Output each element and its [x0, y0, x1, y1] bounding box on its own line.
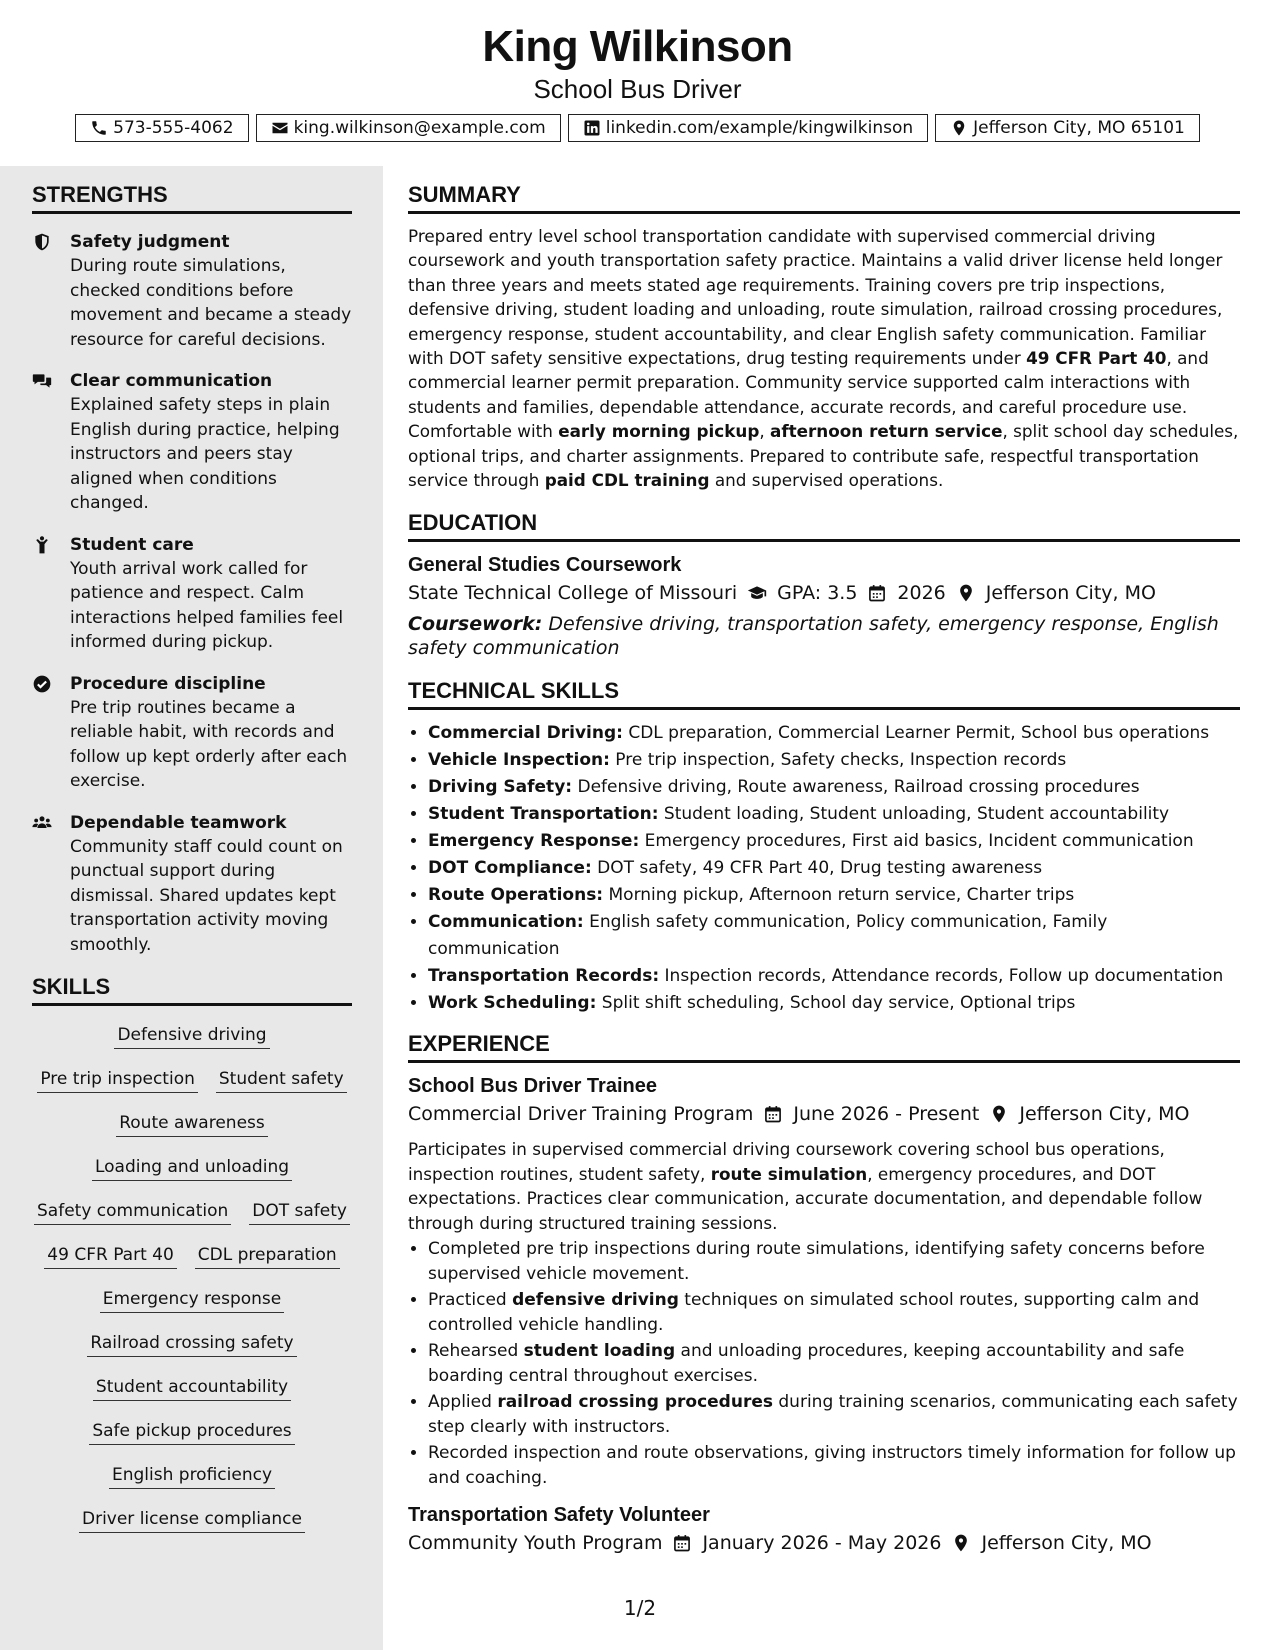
calendar-icon	[867, 583, 887, 603]
shield-icon	[32, 232, 52, 252]
strength-title: Safety judgment	[70, 232, 230, 252]
job-dates: June 2026 - Present	[793, 1103, 980, 1126]
strength-item	[32, 811, 352, 958]
coursework: Coursework: Defensive driving, transportation safety, emergency response, English safety communication	[408, 613, 1219, 660]
strength-title: Student care	[70, 534, 194, 555]
technical-skills-heading: TECHNICAL SKILLS	[408, 678, 1240, 710]
list-item: • Completed pre trip inspections during route simulations, identifying safety concerns before supervised vehicle movement.	[428, 1237, 1240, 1286]
list-item: • Applied railroad crossing procedures during training scenarios, communicating each safety step clearly with instructors.	[428, 1390, 1240, 1439]
graduation-cap-icon	[747, 583, 767, 603]
linkedin-icon	[583, 119, 601, 137]
child-icon	[32, 535, 52, 555]
location-icon	[956, 583, 976, 603]
job-meta	[408, 1528, 1240, 1558]
skills-list	[32, 1022, 352, 1533]
job-title: School Bus Driver Trainee	[408, 1075, 657, 1098]
page-number: 1/2	[623, 1596, 657, 1620]
skill-chip: Student safety	[216, 1066, 347, 1093]
skill-chip: Safe pickup procedures	[89, 1418, 294, 1445]
list-item: • Commercial Driving: CDL preparation, Commercial Learner Permit, School bus operations	[428, 720, 1240, 747]
list-item: • Student Transportation: Student loading, Student unloading, Student accountability	[428, 801, 1240, 828]
strength-title: Clear communication	[70, 371, 273, 391]
strength-title: Dependable teamwork	[70, 812, 287, 833]
contact-email-text: king.wilkinson@example.com	[293, 118, 546, 138]
skill-chip: CDL preparation	[195, 1242, 340, 1269]
skills-heading: SKILLS	[32, 974, 352, 1006]
strength-desc: Youth arrival work called for patience and respect. Calm interactions helped families feel informed during pickup.	[70, 558, 344, 652]
phone-icon	[90, 119, 108, 137]
strength-item	[32, 230, 352, 352]
strength-item	[32, 672, 352, 794]
list-item: • Transportation Records: Inspection records, Attendance records, Follow up documentation	[428, 963, 1240, 990]
skill-chip: Railroad crossing safety	[87, 1330, 296, 1357]
list-item: • Recorded inspection and route observations, giving instructors timely information for follow up and coaching.	[428, 1441, 1240, 1490]
job-dates: January 2026 - May 2026	[702, 1532, 942, 1555]
list-item: • DOT Compliance: DOT safety, 49 CFR Part 40, Drug testing awareness	[428, 855, 1240, 882]
strength-item	[32, 369, 352, 516]
job-bullets	[408, 1237, 1240, 1490]
skill-chip: Pre trip inspection	[37, 1066, 198, 1093]
location-icon	[950, 119, 968, 137]
gpa-text: GPA: 3.5	[777, 582, 858, 605]
skill-chip: Defensive driving	[114, 1022, 269, 1049]
strength-title: Procedure discipline	[70, 673, 266, 694]
summary-heading: SUMMARY	[408, 182, 1240, 214]
contact-phone[interactable]	[75, 114, 248, 142]
strength-desc: Community staff could count on punctual support during dismissal. Shared updates kept transportation activity moving smoothly.	[70, 836, 343, 955]
skill-chip: Emergency response	[100, 1286, 285, 1313]
list-item: • Work Scheduling: Split shift scheduling, School day service, Optional trips	[428, 990, 1240, 1017]
candidate-name: King Wilkinson	[482, 22, 793, 71]
technical-skills-list	[408, 720, 1240, 1017]
education-heading: EDUCATION	[408, 510, 1240, 542]
skill-chip: Driver license compliance	[79, 1506, 305, 1533]
location-icon	[951, 1533, 971, 1553]
list-item: • Communication: English safety communication, Policy communication, Family communication	[428, 909, 1240, 963]
contact-phone-text: 573-555-4062	[113, 118, 234, 138]
list-item: • Rehearsed student loading and unloading procedures, keeping accountability and safe boarding central throughout exercises.	[428, 1339, 1240, 1388]
job-description: Participates in supervised commercial driving coursework covering school bus operations, inspection routines, student safety, route simulation, emergency procedures, and DOT expectations. Practices clear communication, accurate documentation, and dependable follow through during structured training sessions.	[408, 1139, 1203, 1233]
candidate-role: School Bus Driver	[533, 74, 742, 104]
check-circle-icon	[32, 674, 52, 694]
location-icon	[989, 1104, 1009, 1124]
job-title: Transportation Safety Volunteer	[408, 1504, 710, 1527]
skill-chip: Safety communication	[34, 1198, 231, 1225]
list-item: • Vehicle Inspection: Pre trip inspection, Safety checks, Inspection records	[428, 747, 1240, 774]
education-location: Jefferson City, MO	[985, 582, 1156, 605]
contact-location	[935, 114, 1200, 142]
skill-chip: Loading and unloading	[92, 1154, 292, 1181]
contact-location-text: Jefferson City, MO 65101	[973, 118, 1185, 138]
strength-item	[32, 533, 352, 655]
team-icon	[32, 813, 52, 833]
skill-chip: Route awareness	[116, 1110, 268, 1137]
calendar-icon	[763, 1104, 783, 1124]
contact-linkedin-text: linkedin.com/example/kingwilkinson	[605, 118, 914, 138]
chat-bubbles-icon	[32, 371, 52, 391]
calendar-icon	[672, 1533, 692, 1553]
list-item: • Emergency Response: Emergency procedures, First aid basics, Incident communication	[428, 828, 1240, 855]
strength-desc: Explained safety steps in plain English during practice, helping instructors and peers stay aligned when conditions changed.	[70, 395, 340, 513]
education-year: 2026	[897, 582, 946, 605]
job-location: Jefferson City, MO	[1019, 1103, 1190, 1126]
list-item: • Driving Safety: Defensive driving, Route awareness, Railroad crossing procedures	[428, 774, 1240, 801]
email-icon	[271, 119, 289, 137]
skill-chip: English proficiency	[109, 1462, 275, 1489]
job-org: Community Youth Program	[408, 1532, 663, 1555]
summary-text: Prepared entry level school transportation candidate with supervised commercial driving coursework and youth transportation safety practice. Maintains a valid driver license held longer than three years and meets stated age requirements. Training covers pre trip inspections, defensive driving, student loading and unloading, route simulation, railroad crossing procedures, emergency response, student accountability, and clear English safety communication. Familiar with DOT safety sensitive expectations, drug testing requirements under 49 CFR Part 40, and commercial learner permit preparation. Community service supported calm interactions with students and families, dependable attendance, accurate records, and careful procedure use. Comfortable with early morning pickup, afternoon return service, split school day schedules, optional trips, and charter assignments. Prepared to contribute safe, respectful transportation service through paid CDL training and supervised operations.	[408, 226, 1239, 491]
contact-bar	[0, 114, 1275, 142]
resume-header	[0, 0, 1275, 166]
strengths-heading: STRENGTHS	[32, 182, 352, 214]
skill-chip: Student accountability	[93, 1374, 291, 1401]
strength-desc: During route simulations, checked conditions before movement and became a steady resource for careful decisions.	[70, 256, 352, 350]
list-item: • Route Operations: Morning pickup, Afternoon return service, Charter trips	[428, 882, 1240, 909]
experience-heading: EXPERIENCE	[408, 1031, 1240, 1063]
job-org: Commercial Driver Training Program	[408, 1103, 754, 1126]
contact-email[interactable]	[256, 114, 561, 142]
list-item: • Practiced defensive driving techniques on simulated school routes, supporting calm and controlled vehicle handling.	[428, 1288, 1240, 1337]
sidebar	[0, 166, 383, 1650]
job-meta	[408, 1099, 1240, 1129]
education-meta	[408, 578, 1240, 608]
skill-chip: DOT safety	[249, 1198, 350, 1225]
main-column	[408, 182, 1240, 1558]
school-name: State Technical College of Missouri	[408, 582, 738, 605]
strength-desc: Pre trip routines became a reliable habit, with records and follow up kept orderly after each exercise.	[70, 697, 348, 791]
degree-title: General Studies Coursework	[408, 554, 682, 577]
job-location: Jefferson City, MO	[981, 1532, 1152, 1555]
skill-chip: 49 CFR Part 40	[44, 1242, 177, 1269]
contact-linkedin[interactable]	[568, 114, 928, 142]
